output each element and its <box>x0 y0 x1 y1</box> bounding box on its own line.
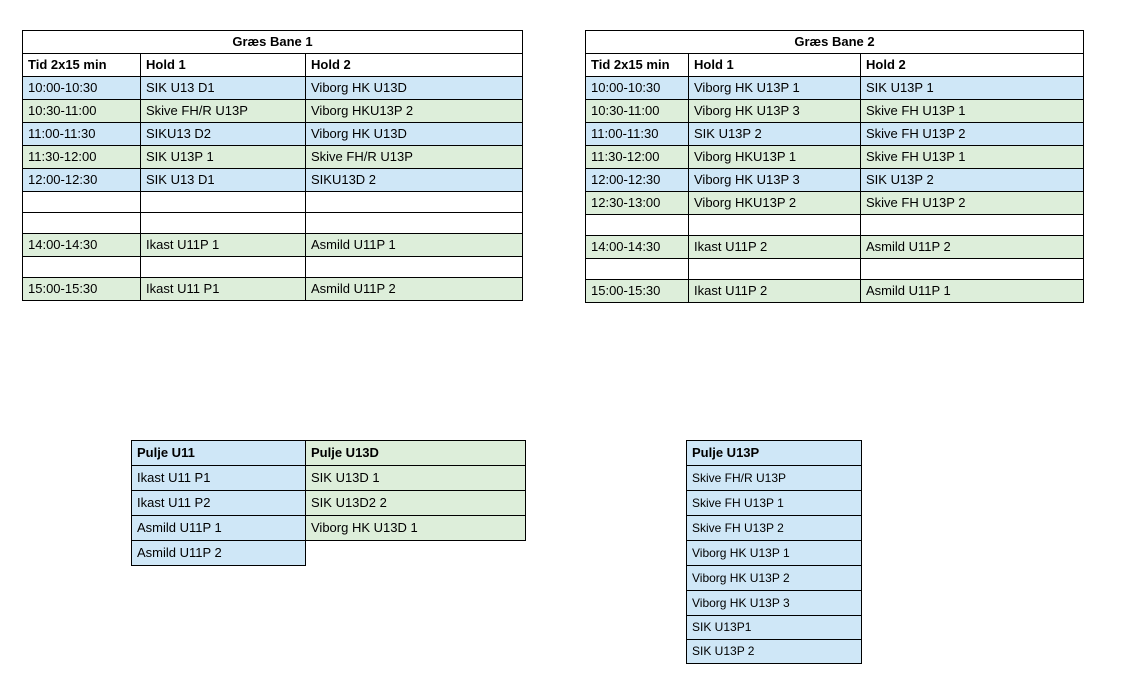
match-time: 12:30-13:00 <box>586 192 689 215</box>
pool-team: Asmild U11P 1 <box>132 516 306 541</box>
table-row <box>586 236 1084 259</box>
pool-team: Ikast U11 P2 <box>132 491 306 516</box>
table-title-row <box>23 31 523 54</box>
pool-row <box>306 491 526 516</box>
match-team2: Viborg HK U13D <box>306 123 523 146</box>
match-team1: SIK U13P 2 <box>689 123 861 146</box>
field-title: Græs Bane 1 <box>23 31 523 54</box>
pool-team: Asmild U11P 2 <box>132 541 306 566</box>
table-row <box>586 280 1084 303</box>
pool-team: Viborg HK U13P 3 <box>687 591 862 616</box>
match-time: 14:00-14:30 <box>586 236 689 259</box>
pool-row <box>306 516 526 541</box>
pool-header-row <box>306 441 526 466</box>
match-team1: Viborg HK U13P 1 <box>689 77 861 100</box>
pool-header-row <box>687 441 862 466</box>
pool-row <box>132 466 306 491</box>
pool-row <box>132 491 306 516</box>
match-team1: Ikast U11P 1 <box>141 234 306 257</box>
match-team2: Asmild U11P 1 <box>306 234 523 257</box>
match-team2: Viborg HK U13D <box>306 77 523 100</box>
table-row <box>586 77 1084 100</box>
match-time: 11:00-11:30 <box>586 123 689 146</box>
pool-team: SIK U13P1 <box>687 616 862 640</box>
field-title: Græs Bane 2 <box>586 31 1084 54</box>
table-spacer-row <box>586 259 1084 280</box>
match-team2: Skive FH/R U13P <box>306 146 523 169</box>
table-row <box>586 192 1084 215</box>
pool-team: Skive FH U13P 2 <box>687 516 862 541</box>
column-header-time: Tid 2x15 min <box>23 54 141 77</box>
pool-row <box>687 491 862 516</box>
spacer-cell <box>306 213 523 234</box>
column-header-team2: Hold 2 <box>306 54 523 77</box>
match-team1: Ikast U11P 2 <box>689 280 861 303</box>
table-row <box>23 234 523 257</box>
schedule-table-bane-2 <box>585 30 1084 303</box>
table-header-row <box>23 54 523 77</box>
pool-team: Viborg HK U13P 1 <box>687 541 862 566</box>
pool-grid <box>686 440 862 664</box>
pool-team: SIK U13P 2 <box>687 640 862 664</box>
table-row <box>23 146 523 169</box>
spacer-cell <box>306 192 523 213</box>
schedule-grid <box>22 30 523 301</box>
spacer-cell <box>141 192 306 213</box>
pool-row <box>687 616 862 640</box>
table-row <box>23 100 523 123</box>
table-row <box>586 169 1084 192</box>
table-spacer-row <box>586 215 1084 236</box>
column-header-team1: Hold 1 <box>689 54 861 77</box>
match-team1: Viborg HK U13P 3 <box>689 169 861 192</box>
pool-row <box>132 541 306 566</box>
spacer-cell <box>141 257 306 278</box>
pool-table-u11 <box>131 440 306 566</box>
match-time: 10:00-10:30 <box>23 77 141 100</box>
spacer-cell <box>23 213 141 234</box>
column-header-team1: Hold 1 <box>141 54 306 77</box>
match-team2: Asmild U11P 2 <box>861 236 1084 259</box>
match-team2: Skive FH U13P 2 <box>861 192 1084 215</box>
pool-row <box>687 466 862 491</box>
pool-team: Viborg HK U13D 1 <box>306 516 526 541</box>
spacer-cell <box>23 192 141 213</box>
match-time: 12:00-12:30 <box>23 169 141 192</box>
pool-grid <box>305 440 526 541</box>
pool-table-u13d <box>305 440 526 541</box>
pool-row <box>687 541 862 566</box>
match-team1: SIK U13 D1 <box>141 169 306 192</box>
match-team1: SIK U13P 1 <box>141 146 306 169</box>
table-row <box>23 123 523 146</box>
table-title-row <box>586 31 1084 54</box>
match-time: 10:30-11:00 <box>586 100 689 123</box>
column-header-team2: Hold 2 <box>861 54 1084 77</box>
match-time: 11:30-12:00 <box>586 146 689 169</box>
schedule-grid <box>585 30 1084 303</box>
match-team2: SIK U13P 2 <box>861 169 1084 192</box>
table-row <box>23 278 523 301</box>
match-team1: SIK U13 D1 <box>141 77 306 100</box>
table-header-row <box>586 54 1084 77</box>
match-time: 15:00-15:30 <box>586 280 689 303</box>
spacer-cell <box>306 257 523 278</box>
spacer-cell <box>689 259 861 280</box>
match-team2: Skive FH U13P 1 <box>861 146 1084 169</box>
match-time: 10:30-11:00 <box>23 100 141 123</box>
spacer-cell <box>23 257 141 278</box>
table-spacer-row <box>23 257 523 278</box>
match-time: 11:00-11:30 <box>23 123 141 146</box>
match-time: 15:00-15:30 <box>23 278 141 301</box>
spacer-cell <box>586 259 689 280</box>
match-team1: Viborg HK U13P 3 <box>689 100 861 123</box>
pool-header: Pulje U11 <box>132 441 306 466</box>
pool-row <box>687 640 862 664</box>
table-spacer-row <box>23 213 523 234</box>
table-row <box>23 169 523 192</box>
match-team1: Ikast U11 P1 <box>141 278 306 301</box>
spacer-cell <box>586 215 689 236</box>
pool-row <box>687 516 862 541</box>
match-team1: SIKU13 D2 <box>141 123 306 146</box>
table-row <box>586 100 1084 123</box>
match-time: 10:00-10:30 <box>586 77 689 100</box>
match-time: 14:00-14:30 <box>23 234 141 257</box>
spacer-cell <box>141 213 306 234</box>
match-team1: Skive FH/R U13P <box>141 100 306 123</box>
table-row <box>23 77 523 100</box>
spacer-cell <box>861 259 1084 280</box>
pool-team: Ikast U11 P1 <box>132 466 306 491</box>
pool-header: Pulje U13P <box>687 441 862 466</box>
pool-header: Pulje U13D <box>306 441 526 466</box>
match-team1: Ikast U11P 2 <box>689 236 861 259</box>
spacer-cell <box>689 215 861 236</box>
table-spacer-row <box>23 192 523 213</box>
pool-row <box>687 566 862 591</box>
table-row <box>586 146 1084 169</box>
pool-header-row <box>132 441 306 466</box>
pool-team: SIK U13D2 2 <box>306 491 526 516</box>
schedule-table-bane-1 <box>22 30 523 301</box>
pool-row <box>306 466 526 491</box>
pool-team: Skive FH/R U13P <box>687 466 862 491</box>
table-row <box>586 123 1084 146</box>
match-team2: Skive FH U13P 2 <box>861 123 1084 146</box>
match-time: 12:00-12:30 <box>586 169 689 192</box>
pool-row <box>132 516 306 541</box>
match-team2: Asmild U11P 1 <box>861 280 1084 303</box>
match-team1: Viborg HKU13P 2 <box>689 192 861 215</box>
pool-table-u13p <box>686 440 862 664</box>
match-time: 11:30-12:00 <box>23 146 141 169</box>
pool-team: Skive FH U13P 1 <box>687 491 862 516</box>
match-team2: Asmild U11P 2 <box>306 278 523 301</box>
column-header-time: Tid 2x15 min <box>586 54 689 77</box>
spacer-cell <box>861 215 1084 236</box>
pool-grid <box>131 440 306 566</box>
pool-team: Viborg HK U13P 2 <box>687 566 862 591</box>
match-team2: Skive FH U13P 1 <box>861 100 1084 123</box>
match-team2: SIK U13P 1 <box>861 77 1084 100</box>
match-team1: Viborg HKU13P 1 <box>689 146 861 169</box>
pool-team: SIK U13D 1 <box>306 466 526 491</box>
match-team2: SIKU13D 2 <box>306 169 523 192</box>
pool-row <box>687 591 862 616</box>
match-team2: Viborg HKU13P 2 <box>306 100 523 123</box>
